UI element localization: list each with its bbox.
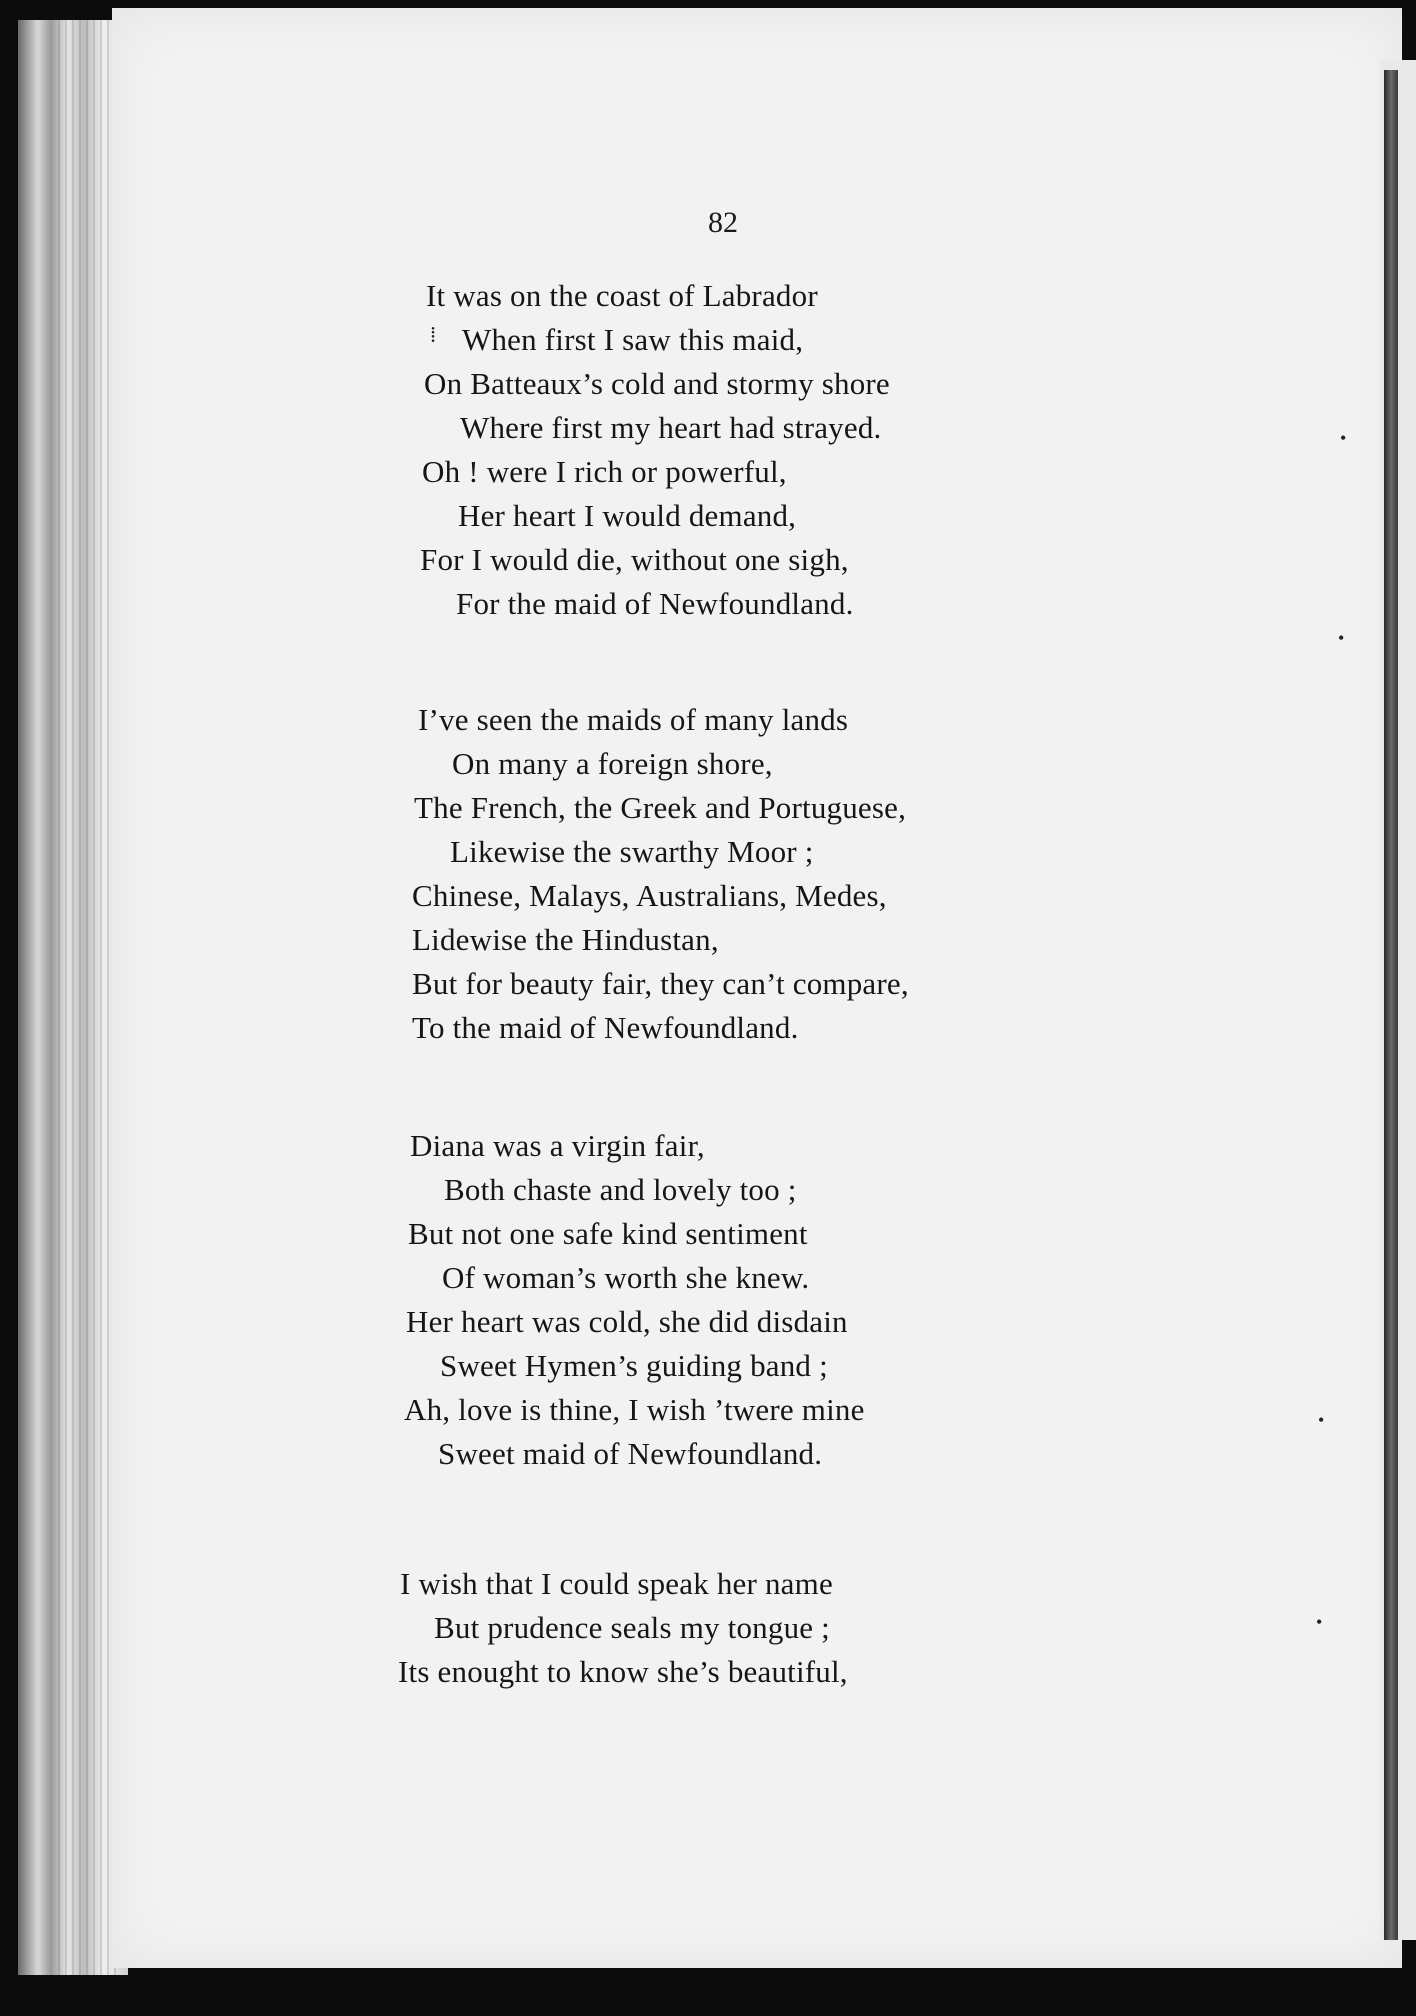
poem-line: For the maid of Newfoundland. [456, 586, 854, 621]
poem-line: Diana was a virgin fair, [410, 1128, 705, 1163]
poem-line: On many a foreign shore, [452, 746, 773, 781]
speck-mark: • [1316, 1612, 1323, 1632]
poem-line: Likewise the swarthy Moor ; [450, 834, 814, 869]
poem-line: Sweet Hymen’s guiding band ; [440, 1348, 828, 1383]
poem-line: For I would die, without one sigh, [420, 542, 849, 577]
poem-line: Of woman’s worth she knew. [442, 1260, 810, 1295]
poem-line: But for beauty fair, they can’t compare, [412, 966, 909, 1001]
speck-mark: • [1338, 628, 1345, 648]
poem-line: Ah, love is thine, I wish ’twere mine [404, 1392, 865, 1427]
poem-line: On Batteaux’s cold and stormy shore [424, 366, 890, 401]
poem-line: The French, the Greek and Portuguese, [414, 790, 907, 825]
poem-line: Its enought to know she’s beautiful, [398, 1654, 848, 1689]
poem-line: I wish that I could speak her name [400, 1566, 833, 1601]
poem-line: Oh ! were I rich or powerful, [422, 454, 787, 489]
poem-line: Both chaste and lovely too ; [444, 1172, 797, 1207]
poem-line: Where first my heart had strayed. [460, 410, 882, 445]
poem-line: Lidewise the Hindustan, [412, 922, 719, 957]
speck-mark: • [1318, 1410, 1325, 1430]
poem-line: But prudence seals my tongue ; [434, 1610, 830, 1645]
margin-mark: ⁞ [430, 322, 437, 347]
page-number: 82 [708, 206, 738, 239]
speck-mark: • [1340, 428, 1347, 448]
poem-line: To the maid of Newfoundland. [412, 1010, 799, 1045]
poem-line: When first I saw this maid, [462, 322, 804, 357]
poem-line: Sweet maid of Newfoundland. [438, 1436, 823, 1471]
poem-line: It was on the coast of Labrador [426, 278, 818, 313]
poem-line: Chinese, Malays, Australians, Medes, [412, 878, 887, 913]
poem-line: Her heart I would demand, [458, 498, 797, 533]
poem-line: Her heart was cold, she did disdain [406, 1304, 848, 1339]
poem-line: But not one safe kind sentiment [408, 1216, 808, 1251]
poem-line: I’ve seen the maids of many lands [418, 702, 849, 737]
